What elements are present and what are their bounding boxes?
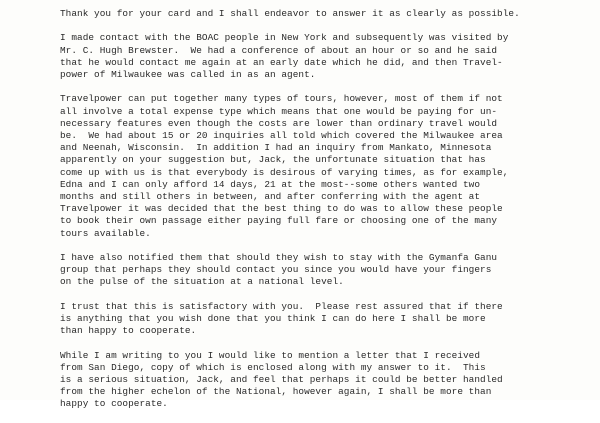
letter-body [60, 8, 590, 423]
letter-line: be. We had about 15 or 20 inquiries all told which covered the Milwaukee area [60, 130, 503, 141]
letter-line: than happy to cooperate. [60, 325, 197, 337]
letter-line: on the pulse of the situation at a national level. [60, 276, 344, 288]
letter-line: tours available. [60, 227, 151, 239]
letter-line: Travelpower can put together many types of tours, however, most of them if not [60, 93, 503, 105]
letter-paragraph [60, 8, 590, 20]
letter-line: that he would contact me again at an early date which he did, and then Travel- [60, 56, 503, 68]
letter-line: is anything that you wish done that you think I can do here I shall be more [60, 313, 486, 325]
letter-line: group that perhaps they should contact you since you would have your fingers [60, 264, 492, 276]
letter-line: I trust that this is satisfactory with you. Please rest assured that if there [60, 300, 503, 312]
letter-line: all involve a total expense type which means that one would be paying for un- [60, 105, 498, 117]
letter-paragraph [60, 32, 590, 81]
letter-line: from San Diego, copy of which is enclosed along with my answer to it. This [60, 361, 486, 373]
letter-line: to book their own passage either paying full fare or choosing one of the many [60, 215, 498, 227]
letter-paragraph [60, 350, 590, 411]
letter-line: Edna and I can only afford 14 days, 21 at the most--some others wanted two [60, 178, 481, 190]
letter-line: I have also notified them that should they wish to stay with the Gymanfa Ganu [60, 252, 498, 264]
letter-line: come up with us is that everybody is desirous of varying times, as for example, [60, 166, 509, 178]
letter-line: happy to cooperate. [60, 398, 168, 410]
letter-line: necessary features even though the costs are lower than ordinary travel would [60, 117, 498, 129]
letter-line: I made contact with the BOAC people in New York and subsequently was visited by [60, 32, 509, 44]
letter-line: from the higher echelon of the National, however again, I shall be more than [60, 386, 492, 398]
letter-line: Thank you for your card and I shall endeavor to answer it as clearly as possible. [60, 8, 520, 19]
letter-line: months and still others in between, and after conferring with the agent at [60, 191, 481, 203]
letter-line: While I am writing to you I would like to mention a letter that I received [60, 349, 481, 361]
letter-line: power of Milwaukee was called in as an agent. [60, 69, 316, 80]
letter-line: apparently on your suggestion but, Jack, the unfortunate situation that has [60, 154, 486, 166]
letter-paragraph [60, 93, 590, 239]
letter-paragraph [60, 301, 590, 338]
letter-line: and Neenah, Wisconsin. In addition I had an inquiry from Mankato, Minnesota [60, 142, 492, 154]
letter-paragraph [60, 252, 590, 289]
letter-line: Travelpower it was decided that the best thing to do was to allow these people [60, 203, 503, 215]
letter-line: Mr. C. Hugh Brewster. We had a conference of about an hour or so and he said [60, 44, 498, 56]
letter-line: is a serious situation, Jack, and feel that perhaps it could be better handled [60, 374, 503, 386]
